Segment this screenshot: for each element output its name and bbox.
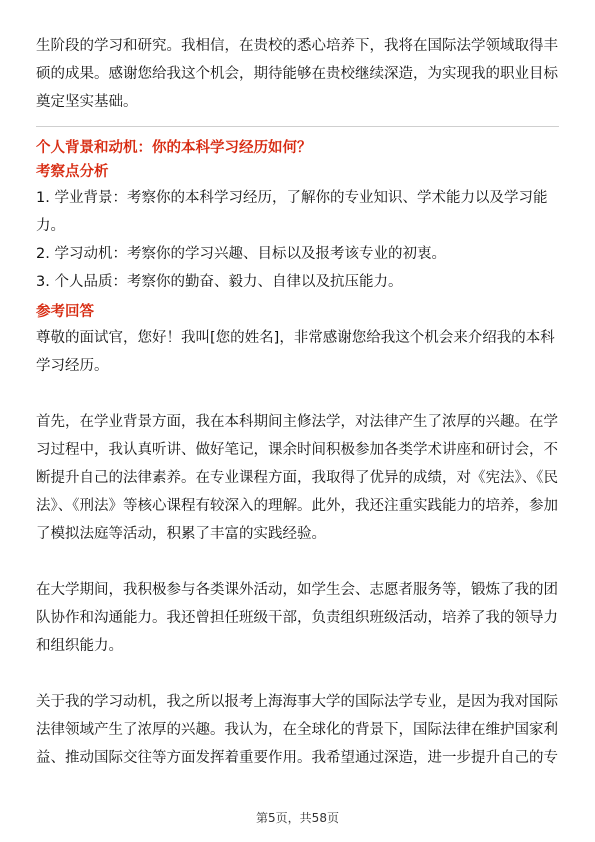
section-divider bbox=[36, 126, 559, 127]
analysis-item: 1. 学业背景：考察你的本科学习经历，了解你的专业知识、学术能力以及学习能力。 bbox=[36, 190, 548, 234]
analysis-list bbox=[36, 184, 559, 296]
answer-paragraph: 在大学期间，我积极参与各类课外活动，如学生会、志愿者服务等，锻炼了我的团队协作和沟通能力。我还曾担任班级干部，负责组织班级活动，培养了我的领导力和组织能力。 bbox=[36, 582, 558, 654]
answer-heading: 参考回答 bbox=[36, 304, 94, 320]
page-number: 第5页，共58页 bbox=[256, 811, 339, 825]
page-content bbox=[36, 32, 559, 772]
answer-paragraph: 首先，在学业背景方面，我在本科期间主修法学，对法律产生了浓厚的兴趣。在学习过程中，我认真听讲、做好笔记，课余时间积极参加各类学术讲座和研讨会，不断提升自己的法律素养。在专业课程方面，我取得了优异的成绩，对《宪法》、《民法》、《刑法》等核心课程有较深入的理解。此外，我还注重实践能力的培养，参加了模拟法庭等活动，积累了丰富的实践经验。 bbox=[36, 414, 558, 542]
answer-paragraph: 尊敬的面试官，您好！我叫[您的姓名]，非常感谢您给我这个机会来介绍我的本科学习经历。 bbox=[36, 330, 555, 374]
analysis-heading: 考察点分析 bbox=[36, 164, 109, 180]
question-title: 个人背景和动机：你的本科学习经历如何？ bbox=[36, 140, 312, 156]
intro-paragraph: 生阶段的学习和研究。我相信，在贵校的悉心培养下，我将在国际法学领域取得丰硕的成果。感谢您给我这个机会，期待能够在贵校继续深造，为实现我的职业目标奠定坚实基础。 bbox=[36, 38, 558, 110]
answer-paragraph: 关于我的学习动机，我之所以报考上海海事大学的国际法学专业，是因为我对国际法律领域产生了浓厚的兴趣。我认为，在全球化的背景下，国际法律在维护国家利益、推动国际交往等方面发挥着重要作用。我希望通过深造，进一步提升自己的专 bbox=[36, 694, 558, 766]
analysis-item: 3. 个人品质：考察你的勤奋、毅力、自律以及抗压能力。 bbox=[36, 274, 403, 290]
analysis-item: 2. 学习动机：考察你的学习兴趣、目标以及报考该专业的初衷。 bbox=[36, 246, 446, 262]
